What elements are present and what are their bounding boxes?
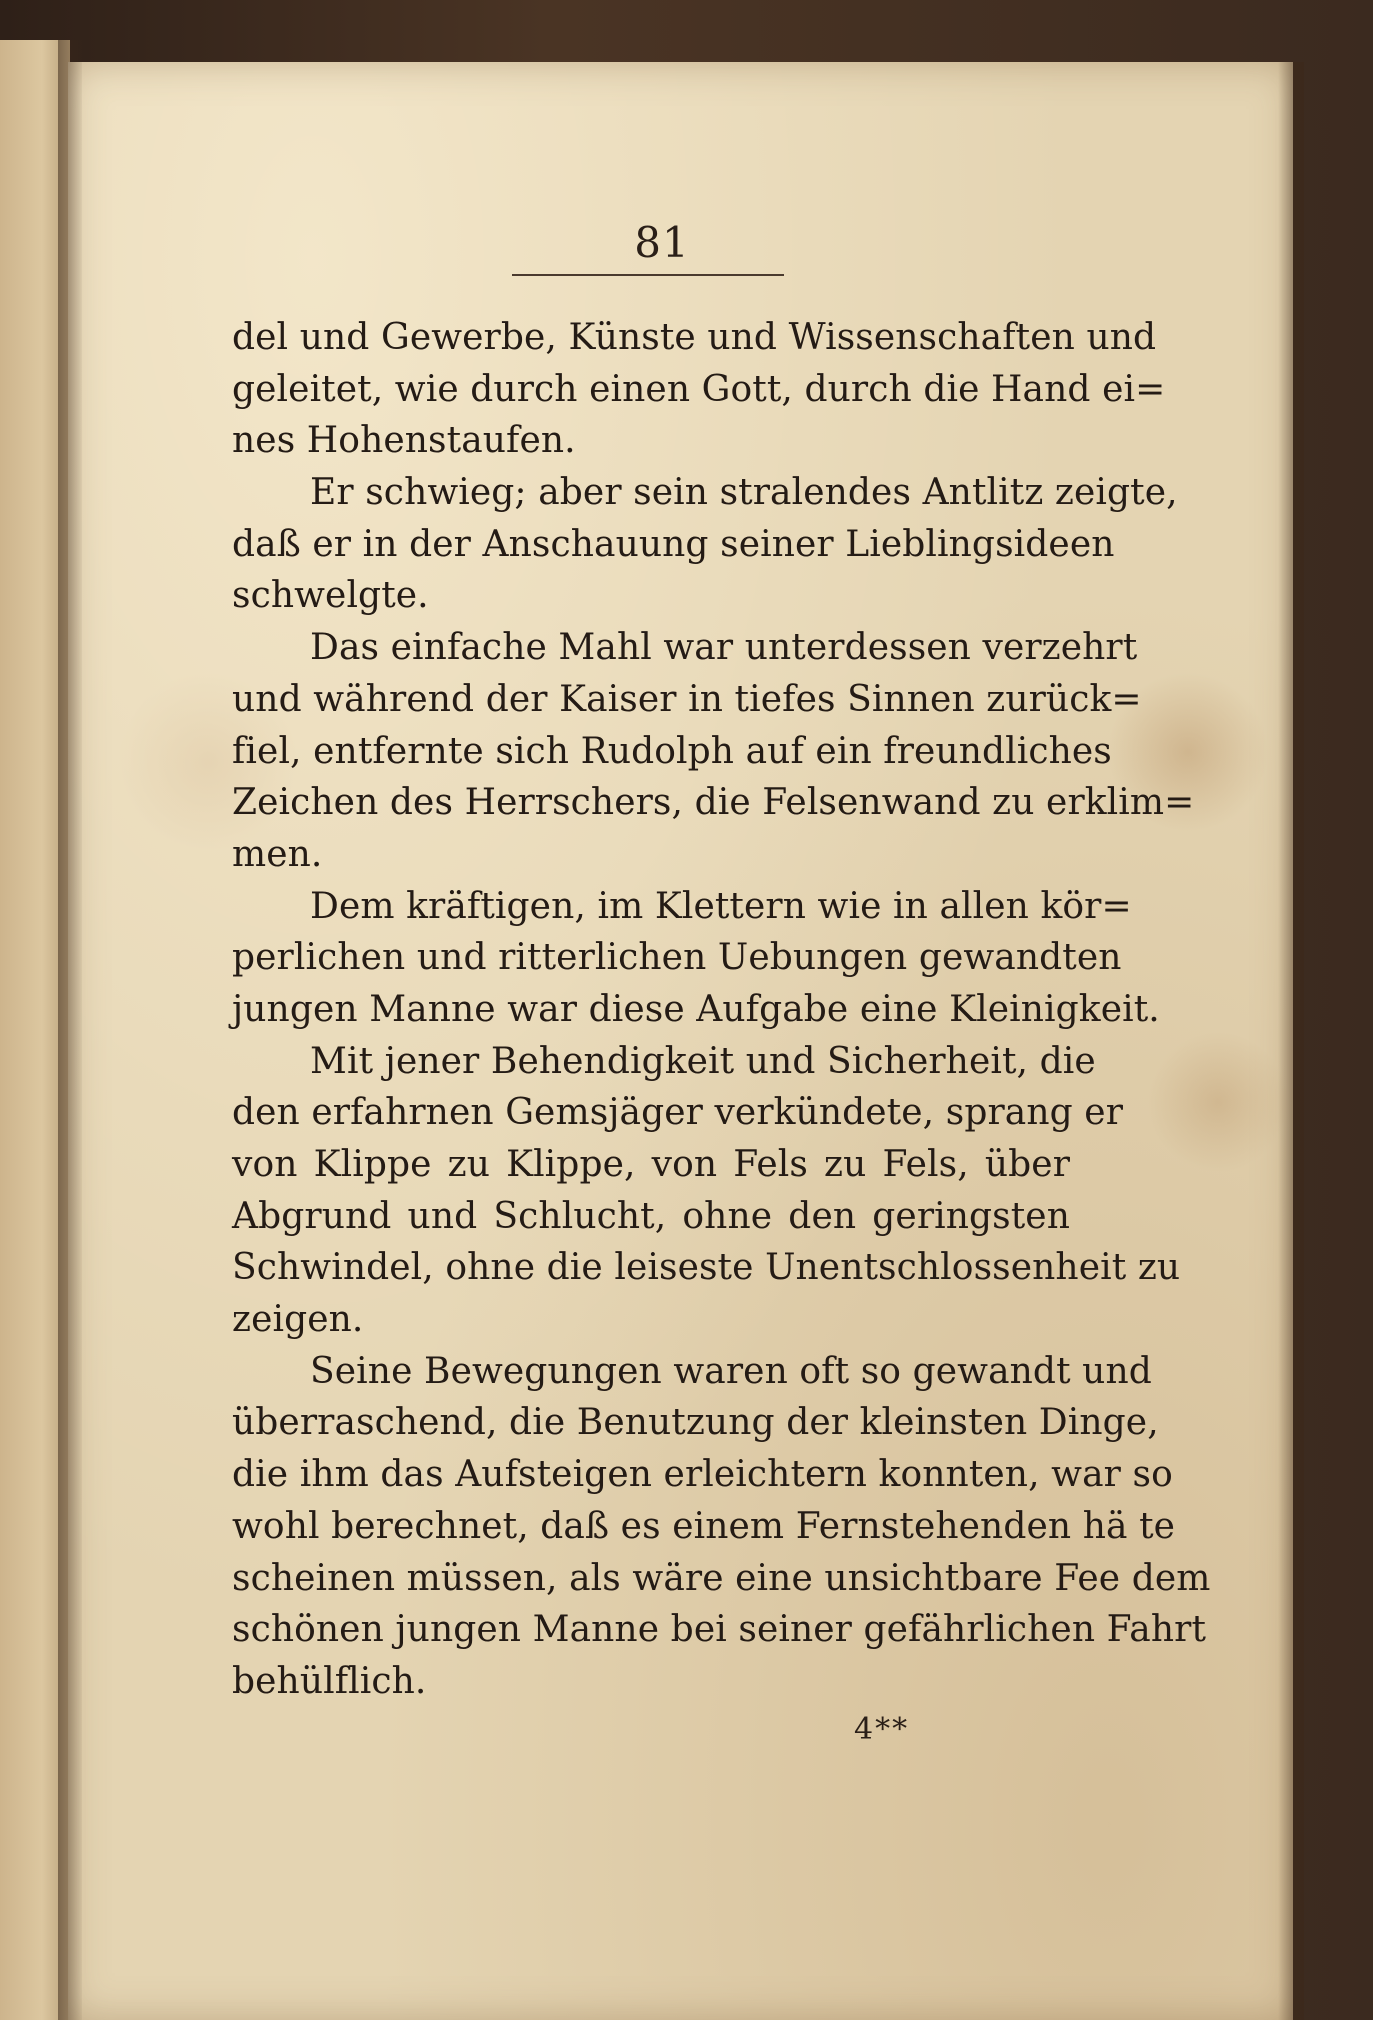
text-line: die ihm das Aufsteigen erleichtern konnten, war so: [232, 1454, 1173, 1496]
text-line: perlichen und ritterlichen Uebungen gewandten: [232, 937, 1122, 979]
signature-mark: 4**: [854, 1712, 910, 1747]
text-line: men.: [232, 833, 323, 875]
text-line: zeigen.: [232, 1299, 364, 1341]
text-line: daß er in der Anschauung seiner Lieblingsideen: [232, 523, 1115, 565]
text-line: Mit jener Behendigkeit und Sicherheit, die: [310, 1040, 1096, 1082]
text-line: Dem kräftigen, im Klettern wie in allen kör=: [310, 885, 1132, 927]
text-line: scheinen müssen, als wäre eine unsichtbare Fee dem: [232, 1557, 1211, 1599]
text-line: und während der Kaiser in tiefes Sinnen zurück=: [232, 678, 1142, 720]
text-line: schwelgte.: [232, 575, 429, 617]
text-line: behülflich.: [232, 1660, 427, 1702]
page-edge-shadow: [1278, 62, 1304, 2020]
text-line: überraschend, die Benutzung der kleinsten Dinge,: [232, 1402, 1159, 1444]
header-rule: [512, 274, 784, 276]
page-gutter-shadow: [58, 40, 82, 2020]
text-line: geleitet, wie durch einen Gott, durch die Hand ei=: [232, 368, 1166, 410]
text-line: Seine Bewegungen waren oft so gewandt und: [310, 1350, 1152, 1392]
text-line: nes Hohenstaufen.: [232, 420, 576, 462]
text-line: Er schwieg; aber sein stralendes Antlitz zeigte,: [310, 472, 1178, 514]
text-line: den erfahrnen Gemsjäger verkündete, sprang er: [232, 1092, 1124, 1134]
text-line: del und Gewerbe, Künste und Wissenschaften und: [232, 317, 1157, 358]
text-line: von Klippe zu Klippe, von Fels zu Fels, über: [232, 1144, 1070, 1185]
text-line: jungen Manne war diese Aufgabe eine Kleinigkeit.: [232, 988, 1160, 1030]
text-line: Abgrund und Schlucht, ohne den geringsten: [232, 1195, 1070, 1237]
text-line: fiel, entfernte sich Rudolph auf ein freundliches: [232, 730, 1112, 772]
text-line: Zeichen des Herrschers, die Felsenwand zu erklim=: [232, 782, 1195, 824]
text-line: Schwindel, ohne die leiseste Unentschlossenheit zu: [232, 1247, 1181, 1289]
body-text: [232, 312, 1211, 1708]
text-line: wohl berechnet, daß es einem Fernstehenden hä te: [232, 1505, 1176, 1547]
page-number: 81: [634, 218, 690, 267]
text-line: Das einfache Mahl war unterdessen verzehrt: [310, 627, 1138, 669]
text-line: schönen jungen Manne bei seiner gefährlichen Fahrt: [232, 1609, 1207, 1651]
